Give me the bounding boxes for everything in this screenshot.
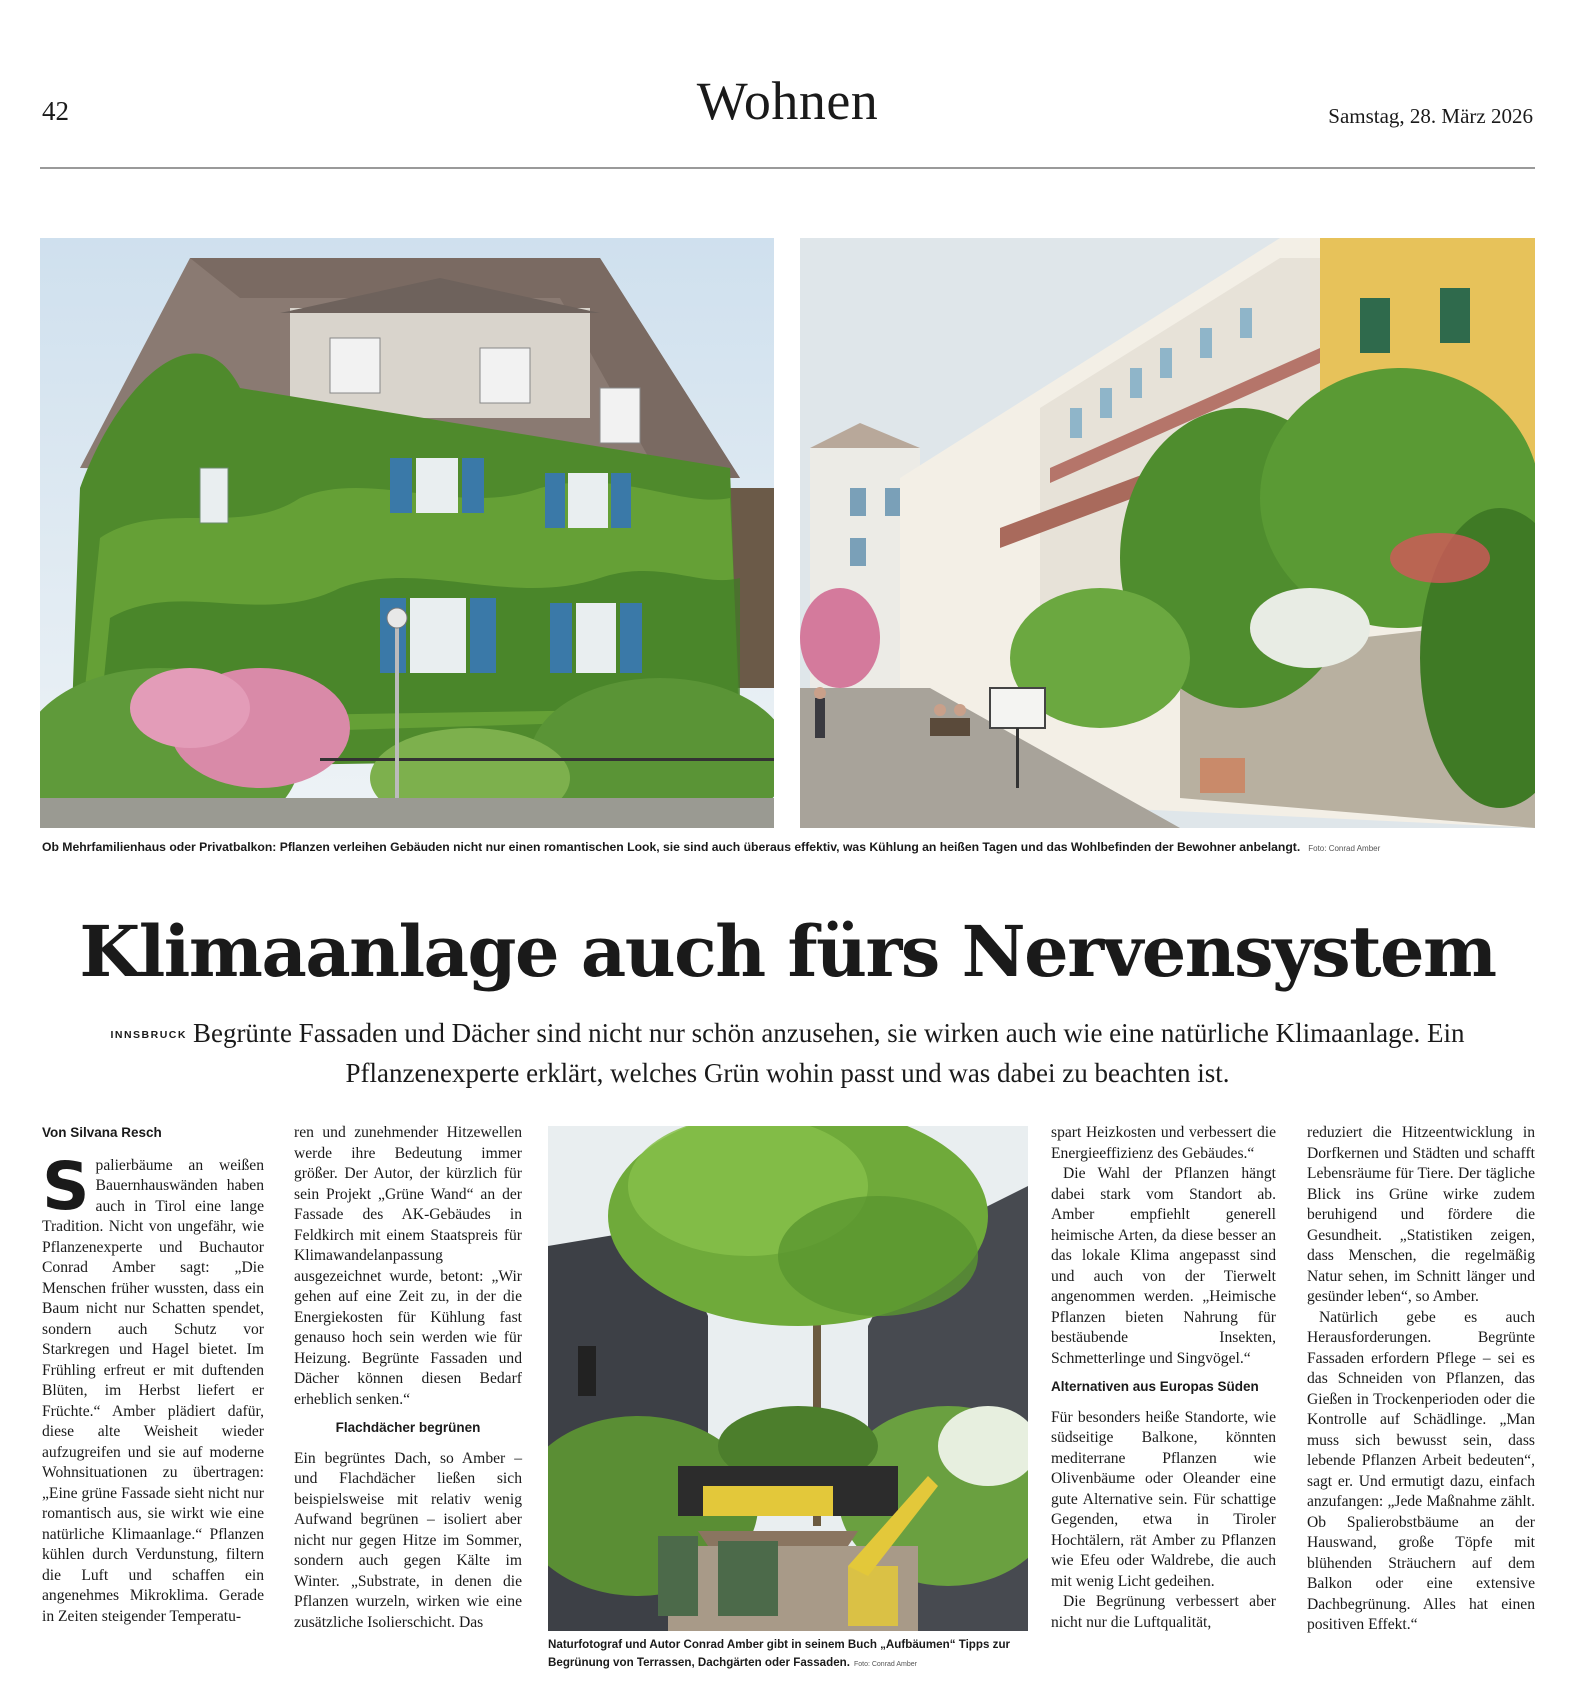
page-number: 42 [42,96,69,126]
subhead-alternativen: Alternativen aus Europas Süden [1051,1379,1259,1394]
section-title: Wohnen [696,71,879,131]
article-column-2 [294,1123,522,1633]
column-2-paragraph-2: Ein begrüntes Dach, so Amber – und Flachdächer ließen sich beispielsweise mit relativ wenig Aufwand begrünen – isoliert aber nicht nur gegen Hitze im Sommer, sondern auch gegen Kälte im Winter. „Substrate, in denen die Pflanzen wurzeln, wirken wie eine zusätzliche Isolierschicht. Das [294,1449,522,1631]
mid-photo-caption [548,1636,1028,1674]
article-column-3 [1051,1123,1276,1633]
column-4-paragraph-1: reduziert die Hitzeentwicklung in Dorfkernen und Städten und schafft Lebensräume für Tiere. Der tägliche Blick ins Grüne wirke zudem beruhigend und fördere die Gesundheit. „Statistiken zeigen, dass Menschen, die regelmäßig Natur sehen, im Schnitt länger und gesünder leben“, so Amber. [1307,1124,1535,1305]
header-divider [40,167,1535,169]
drop-cap: S [42,1147,90,1225]
photo-credit: Foto: Conrad Amber [1308,844,1381,853]
column-1-text: palierbäume an weißen Bauernhauswänden haben auch in Tirol eine lange Tradition. Nicht von ungefähr, wie Pflanzenexperte und Buchautor Conrad Amber sagt: „Die Menschen früher wussten, dass ein Baum nicht nur Schatten spendet, sondern auch Schutz vor Starkregen und Hagel bietet. Im Frühling erfreut er mit duftenden Blüten, im Herbst liefert er Früchte.“ Amber plädiert dafür, diese alte Weisheit wieder aufzugreifen und sie auf moderne Wohnsituationen zu übertragen: „Eine grüne Fassade sieht nicht nur romantisch aus, sie wirkt wie eine natürliche Klimaanlage.“ Pflanzen kühlen durch Verdunstung, filtern die Luft und schaffen ein angenehmes Mikroklima. Gerade in Zeiten steigender Temperatu- [42,1156,264,1625]
article-headline: Klimaanlage auch fürs Nervensystem [79,910,1496,993]
lead-text: Begrünte Fassaden und Dächer sind nicht nur schön anzusehen, sie wirken auch wie eine natürliche Klimaanlage. Ein Pflanzenexperte erklärt, welches Grün wohin passt und was dabei zu beachten ist. [192,1018,1465,1088]
green-street-facades-photo [800,238,1535,828]
dateline: INNSBRUCK [110,1029,187,1041]
byline: Von Silvana Resch [42,1125,162,1140]
column-3-paragraph-1: spart Heizkosten und verbessert die Energieeffizienz des Gebäudes.“ [1051,1124,1276,1162]
mid-photo-credit: Foto: Conrad Amber [853,1661,917,1668]
article-column-1 [42,1123,264,1627]
article-lead [100,1014,1475,1092]
column-2-paragraph-1: ren und zunehmender Hitzewellen werde ihre Bedeutung immer größer. Der Autor, der kürzlich für sein Projekt „Grüne Wand“ an der Fassade des AK-Gebäudes in Feldkirch mit einem Staatspreis für Klimawandelanpassung ausgezeichnet wurde, betont: „Wir gehen auf eine Zeit zu, in der die Energiekosten für Kühlung fast genauso hoch sein werden wie für Heizung. Begrünte Fassaden und Dächer können diesen Bedarf erheblich senken.“ [294,1124,522,1408]
article-column-4 [1307,1123,1535,1636]
mid-photo-caption-text: Naturfotograf und Autor Conrad Amber gibt in seinem Buch „Aufbäumen“ Tipps zur Begrünung von Terrassen, Dachgärten oder Fassaden. [548,1638,1011,1669]
photo-caption-text: Ob Mehrfamilienhaus oder Privatbalkon: Pflanzen verleihen Gebäuden nicht nur einen romantischen Look, sie sind auch überaus effektiv, was Kühlung an heißen Tagen und das Wohlbefinden der Bewohner anbelangt. [42,840,1301,854]
subhead-flachdaecher: Flachdächer begrünen [335,1420,481,1435]
issue-date: Samstag, 28. März 2026 [1328,104,1533,128]
column-3-paragraph-2: Die Wahl der Pflanzen hängt dabei stark vom Standort ab. Amber empfiehlt generell heimische Arten, da diese besser an das lokale Klima angepasst sind und auch von der Tierwelt angenommen werden. „Heimische Pflanzen bieten Nahrung für bestäubende Insekten, Schmetterlinge und Singvögel.“ [1051,1165,1276,1367]
ivy-covered-house-photo [40,238,774,828]
photo-caption [42,840,1537,854]
column-3-paragraph-4: Die Begrünung verbessert aber nicht nur die Luftqualität, [1051,1593,1276,1631]
courtyard-garden-photo [548,1126,1028,1631]
column-4-paragraph-2: Natürlich gebe es auch Herausforderungen. Begrünte Fassaden erfordern Pflege – sei es das Schneiden von Pflanzen, das Gießen in Trockenperioden oder die Kontrolle auf Schädlinge. „Man muss sich bewusst sein, dass lebende Pflanzen Arbeit bedeuten“, sagt er. Und ermutigt dazu, einfach anzufangen: „Jede Maßnahme zählt. Ob Spalierobstbäume an der Hauswand, große Töpfe mit blühenden Sträuchern auf dem Balkon oder eine extensive Dachbegrünung. Alles hat einen positiven Effekt.“ [1307,1308,1535,1633]
column-3-paragraph-3: Für besonders heiße Standorte, wie südseitige Balkone, könnten mediterrane Pflanzen wie Olivenbäume oder Oleander eine gute Alternative sein. Für schattige Gegenden, etwa in Tiroler Hochtälern, rät Amber zu Pflanzen wie Efeu oder Waldrebe, die auch mit wenig Licht gedeihen. [1051,1408,1276,1590]
